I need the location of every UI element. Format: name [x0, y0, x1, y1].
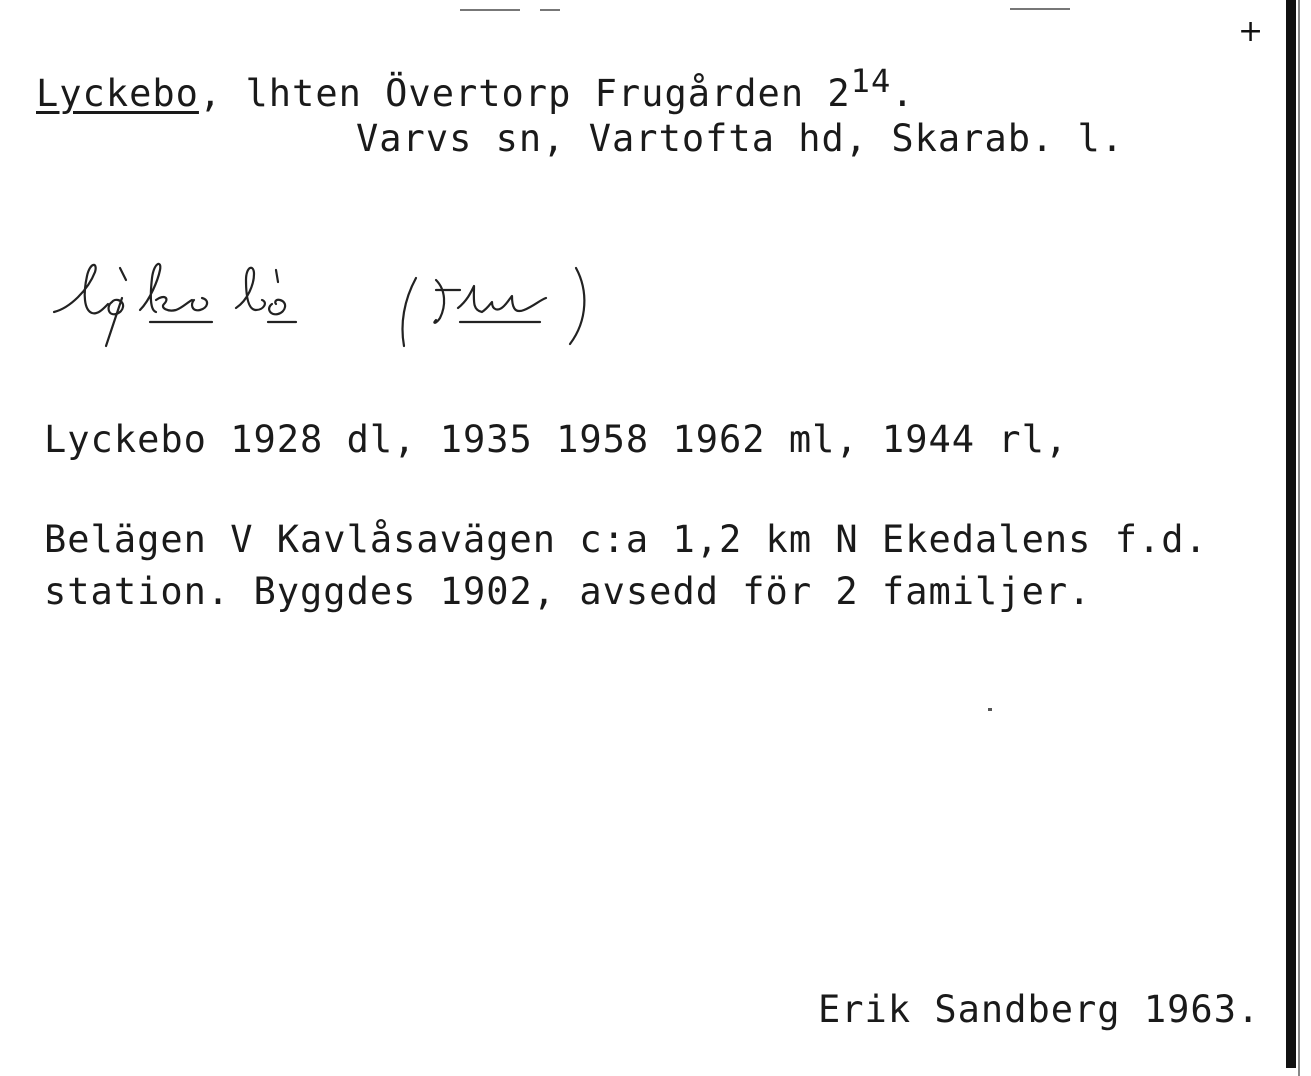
place-name: Lyckebo — [36, 72, 199, 115]
scan-speck — [988, 708, 992, 711]
heading-superscript: 14 — [850, 62, 892, 100]
heading-line — [36, 62, 915, 115]
heading-end: . — [891, 72, 915, 115]
scan-mark — [1010, 8, 1070, 10]
handwritten-pronunciation — [40, 250, 620, 360]
map-references: Lyckebo 1928 dl, 1935 1958 1962 ml, 1944 rl, — [44, 418, 1069, 461]
card-edge — [1286, 0, 1296, 1068]
signature: Erik Sandberg 1963. — [818, 988, 1261, 1031]
location-line: Varvs sn, Vartofta hd, Skarab. l. — [356, 117, 1125, 160]
card-edge-shadow — [1298, 0, 1300, 1076]
description-line-1: Belägen V Kavlåsavägen c:a 1,2 km N Ekedalens f.d. — [44, 518, 1208, 561]
heading-rest: , lhten Övertorp Frugården 2 — [198, 72, 851, 115]
description-line-2: station. Byggdes 1902, avsedd för 2 familjer. — [44, 570, 1092, 613]
scan-mark — [460, 9, 520, 11]
registration-mark: + — [1238, 14, 1264, 49]
scan-mark — [540, 9, 560, 11]
